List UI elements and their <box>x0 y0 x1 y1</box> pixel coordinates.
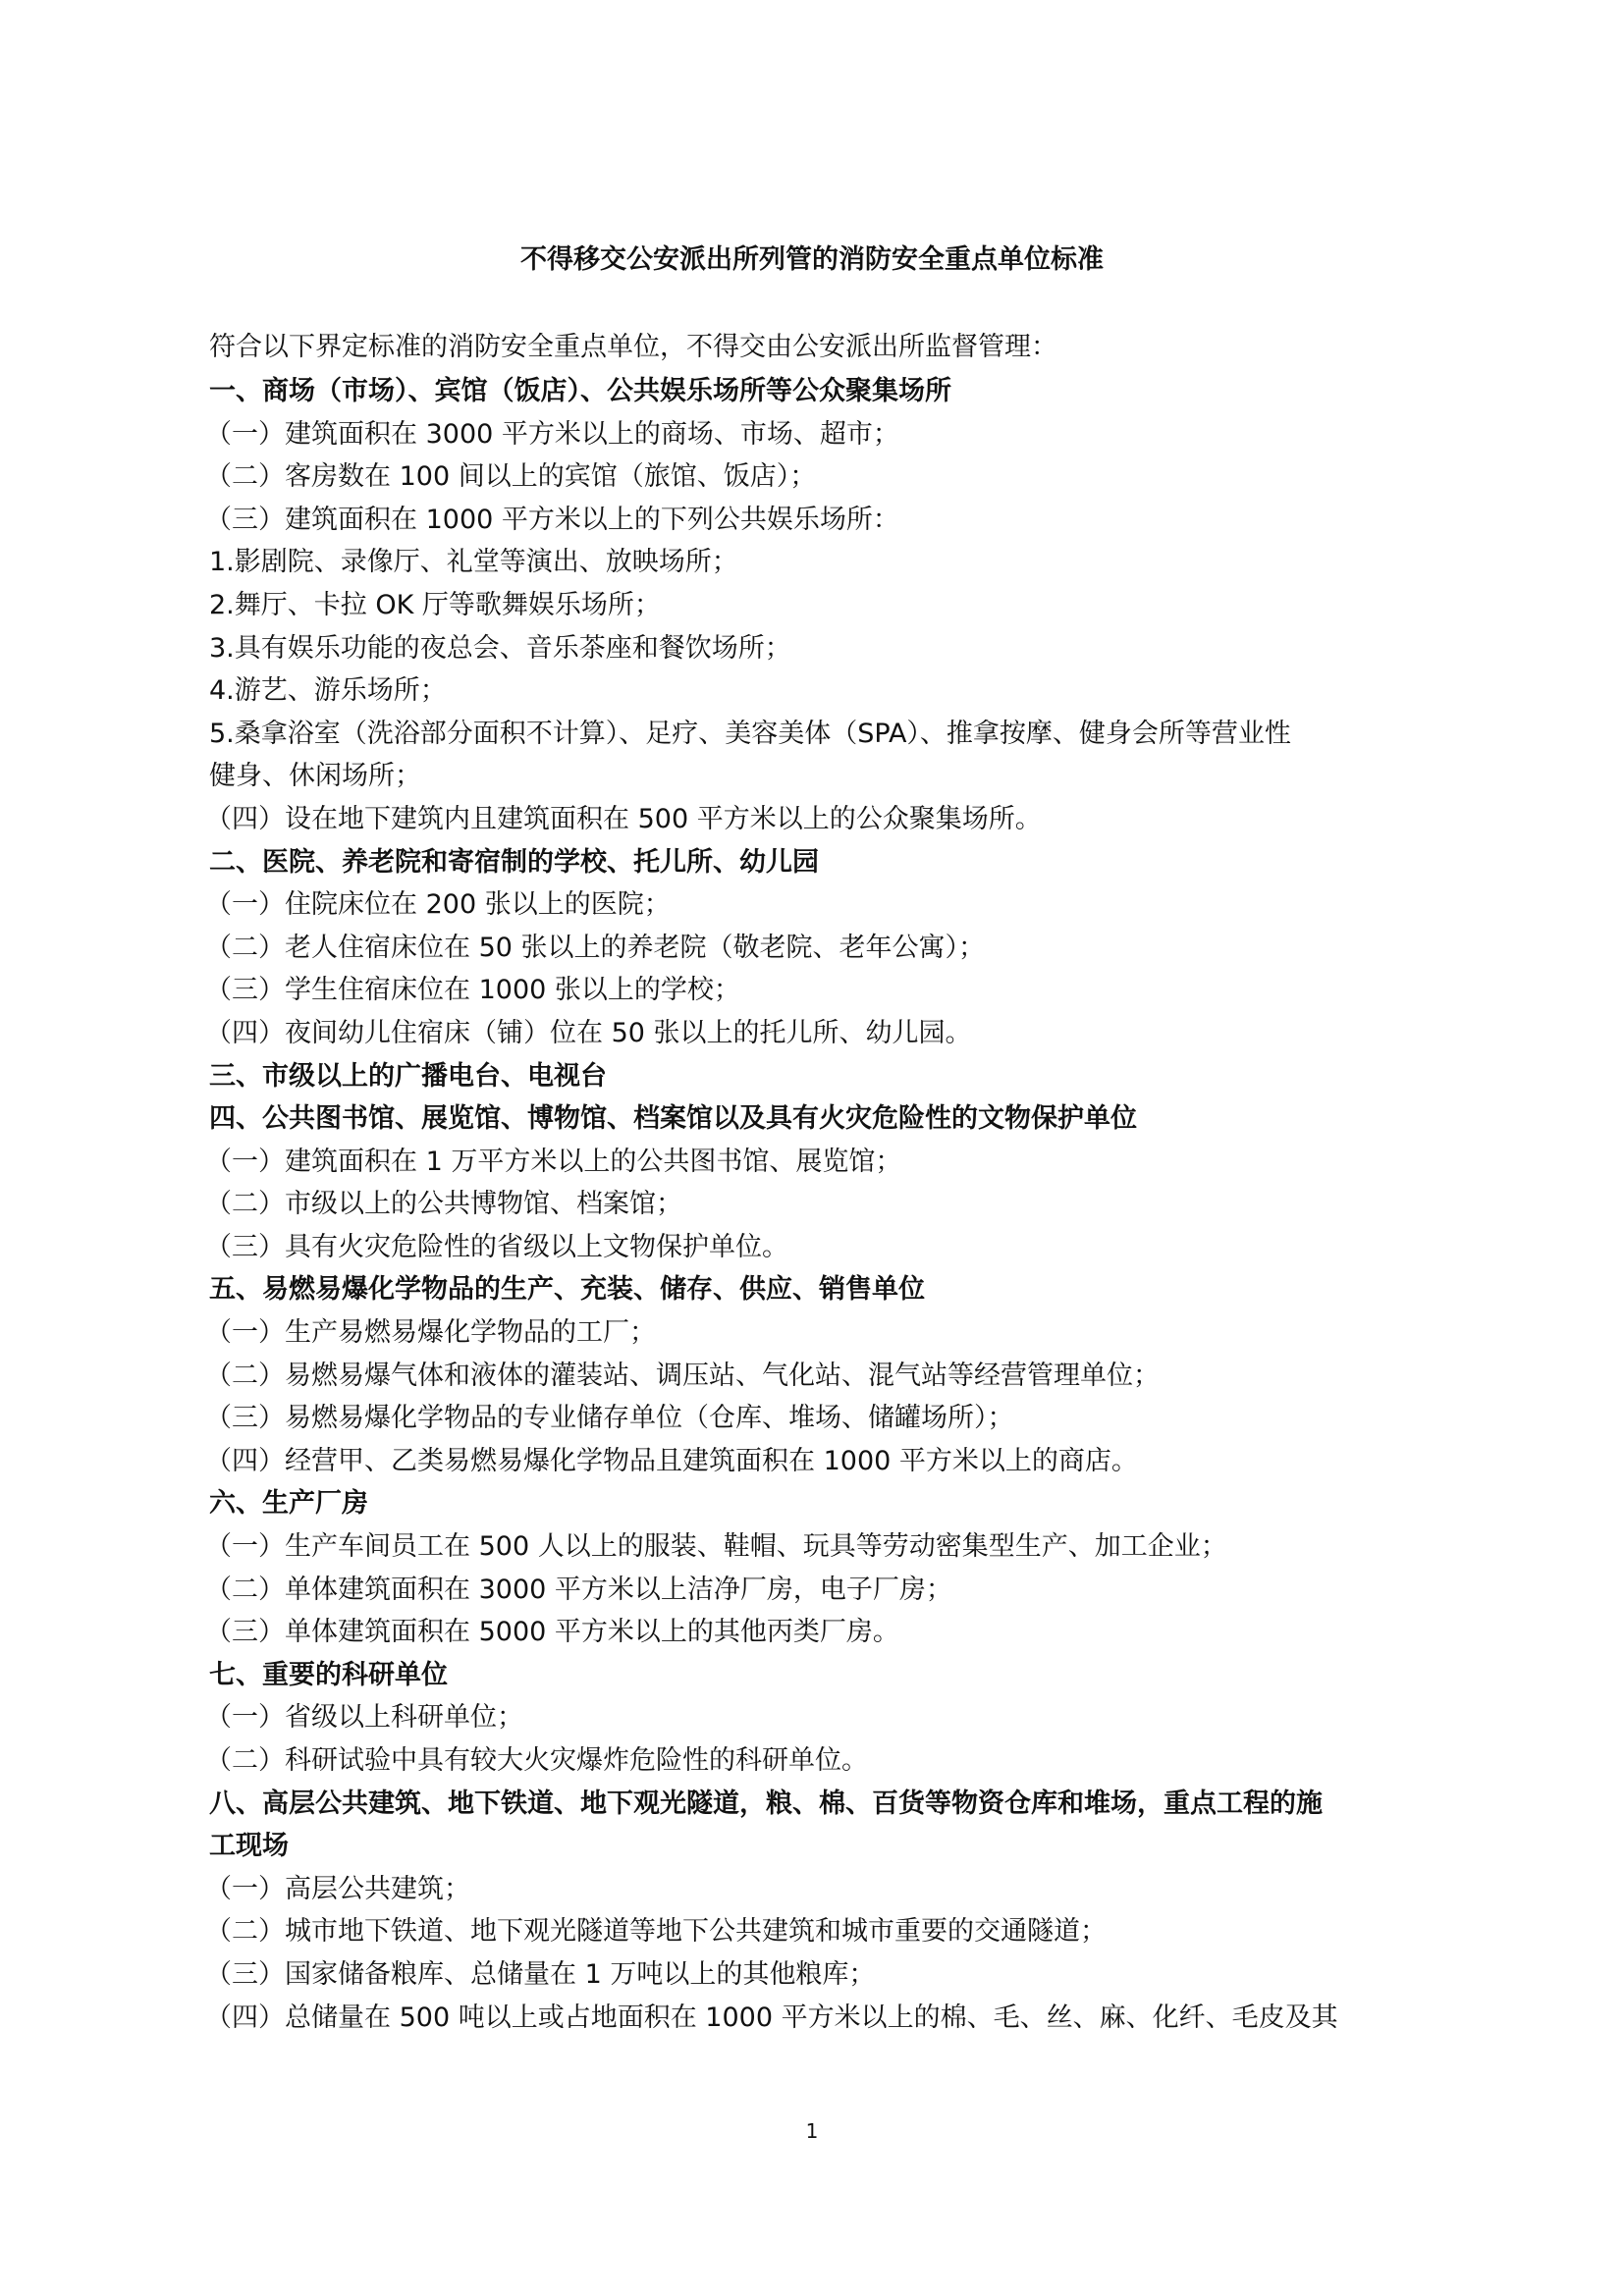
subsection-line: （三）国家储备粮库、总储量在 1 万吨以上的其他粮库； <box>205 1958 876 1990</box>
subsection-line: （二）市级以上的公共博物馆、档案馆； <box>205 1189 682 1220</box>
intro-paragraph: 符合以下界定标准的消防安全重点单位，不得交由公安派出所监督管理： <box>209 332 1057 362</box>
list-item: 2.舞厅、卡拉 OK 厅等歌舞娱乐场所； <box>209 589 661 620</box>
list-item: 1.影剧院、录像厅、礼堂等演出、放映场所； <box>209 547 738 578</box>
list-item: 健身、休闲场所； <box>209 761 421 792</box>
document-body <box>205 324 1436 2039</box>
subsection-line: （四）总储量在 500 吨以上或占地面积在 1000 平方米以上的棉、毛、丝、麻、化纤、毛皮及其 <box>205 2002 1338 2033</box>
subsection-line: （四）设在地下建筑内且建筑面积在 500 平方米以上的公众聚集场所。 <box>205 803 1042 834</box>
subsection-line: （二）城市地下铁道、地下观光隧道等地下公共建筑和城市重要的交通隧道； <box>205 1916 1107 1948</box>
section-heading: 七、重要的科研单位 <box>209 1659 448 1690</box>
subsection-line: （四）经营甲、乙类易燃易爆化学物品且建筑面积在 1000 平方米以上的商店。 <box>205 1445 1138 1476</box>
page-number: 1 <box>805 2119 819 2143</box>
subsection-line: （三）建筑面积在 1000 平方米以上的下列公共娱乐场所： <box>205 504 899 535</box>
subsection-line: （二）单体建筑面积在 3000 平方米以上洁净厂房，电子厂房； <box>205 1574 952 1605</box>
subsection-line: （一）住院床位在 200 张以上的医院； <box>205 889 671 921</box>
section-heading: 五、易燃易爆化学物品的生产、充装、储存、供应、销售单位 <box>209 1274 925 1306</box>
list-item: 4.游艺、游乐场所； <box>209 675 447 707</box>
section-heading: 四、公共图书馆、展览馆、博物馆、档案馆以及具有火灾危险性的文物保护单位 <box>209 1103 1137 1135</box>
subsection-line: （四）夜间幼儿住宿床（铺）位在 50 张以上的托儿所、幼儿园。 <box>205 1017 972 1048</box>
section-heading: 一、商场（市场）、宾馆（饭店）、公共娱乐场所等公众聚集场所 <box>209 376 951 406</box>
subsection-line: （二）老人住宿床位在 50 张以上的养老院（敬老院、老年公寓）； <box>205 932 986 963</box>
subsection-line: （一）高层公共建筑； <box>205 1873 470 1904</box>
subsection-line: （一）生产车间员工在 500 人以上的服装、鞋帽、玩具等劳动密集型生产、加工企业； <box>205 1531 1227 1563</box>
section-heading: 二、医院、养老院和寄宿制的学校、托儿所、幼儿园 <box>209 846 819 878</box>
section-heading: 六、生产厂房 <box>209 1488 368 1520</box>
subsection-line: （二）客房数在 100 间以上的宾馆（旅馆、饭店）； <box>205 461 817 493</box>
section-heading: 八、高层公共建筑、地下铁道、地下观光隧道，粮、棉、百货等物资仓库和堆场，重点工程的施 <box>209 1788 1323 1819</box>
subsection-line: （三）具有火灾危险性的省级以上文物保护单位。 <box>205 1231 788 1262</box>
subsection-line: （三）易燃易爆化学物品的专业储存单位（仓库、堆场、储罐场所）； <box>205 1403 1014 1434</box>
section-heading: 工现场 <box>209 1831 289 1862</box>
subsection-line: （三）单体建筑面积在 5000 平方米以上的其他丙类厂房。 <box>205 1617 899 1648</box>
subsection-line: （二）易燃易爆气体和液体的灌装站、调压站、气化站、混气站等经营管理单位； <box>205 1360 1160 1391</box>
subsection-line: （一）生产易燃易爆化学物品的工厂； <box>205 1317 656 1349</box>
subsection-line: （二）科研试验中具有较大火灾爆炸危险性的科研单位。 <box>205 1745 868 1776</box>
subsection-line: （一）省级以上科研单位； <box>205 1702 523 1734</box>
list-item: 5.桑拿浴室（洗浴部分面积不计算）、足疗、美容美体（SPA）、推拿按摩、健身会所等营业性 <box>209 718 1291 749</box>
section-heading: 三、市级以上的广播电台、电视台 <box>209 1060 607 1092</box>
document-title: 不得移交公安派出所列管的消防安全重点单位标准 <box>520 244 1104 275</box>
subsection-line: （一）建筑面积在 1 万平方米以上的公共图书馆、展览馆； <box>205 1146 902 1177</box>
subsection-line: （三）学生住宿床位在 1000 张以上的学校； <box>205 975 740 1006</box>
list-item: 3.具有娱乐功能的夜总会、音乐茶座和餐饮场所； <box>209 632 791 664</box>
subsection-line: （一）建筑面积在 3000 平方米以上的商场、市场、超市； <box>205 418 899 450</box>
